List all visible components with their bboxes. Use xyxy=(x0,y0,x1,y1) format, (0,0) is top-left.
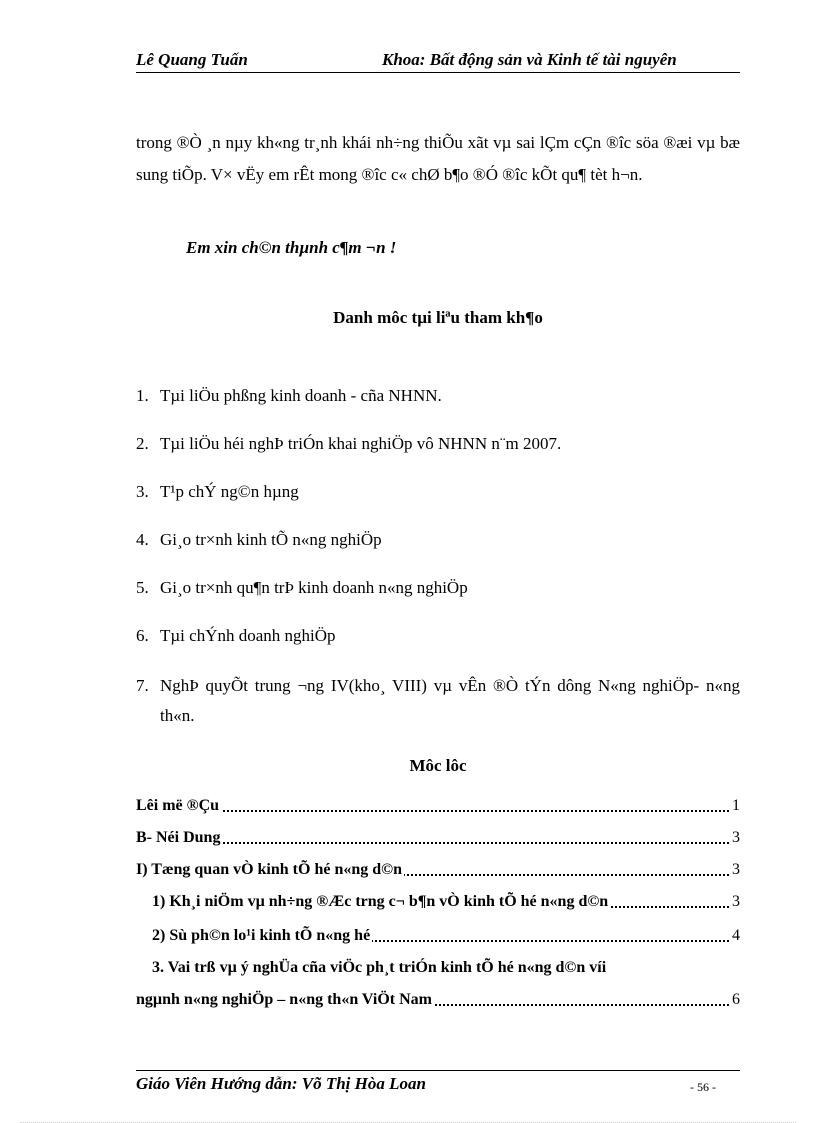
reference-text: NghÞ quyÕt trung ¬ng IV(kho¸ VIII) vµ vÊn ®Ò tÝn dông N«ng nghiÖp- n«ng th«n. xyxy=(160,676,740,725)
reference-item xyxy=(136,477,740,507)
reference-number: 6. xyxy=(136,626,149,645)
toc-entry-text: B- Néi Dung xyxy=(136,829,221,846)
reference-item xyxy=(136,429,740,459)
toc-entry xyxy=(152,890,740,914)
toc-entry xyxy=(136,858,740,882)
toc-entry xyxy=(152,924,740,948)
toc-entry xyxy=(136,988,740,1012)
thanks-line: Em xin ch©n thµnh c¶m ¬n ! xyxy=(186,238,397,257)
toc-entry-text: 3. Vai trß vµ ý nghÜa cña viÖc ph¸t triÓn kinh tÕ hé n«ng d©n víi xyxy=(152,959,607,976)
reference-text: T¹p chÝ ng©n hµng xyxy=(160,482,299,501)
reference-number: 4. xyxy=(136,530,149,549)
reference-item xyxy=(136,381,740,411)
toc-entry-page: 1 xyxy=(731,794,740,818)
reference-text: Tµi liÖu phßng kinh doanh - cña NHNN. xyxy=(160,386,442,405)
toc-entry-page: 4 xyxy=(731,924,740,948)
reference-number: 7. xyxy=(136,676,149,695)
toc-entry-text: ngµnh n«ng nghiÖp – n«ng th«n ViÖt Nam xyxy=(136,991,432,1008)
reference-text: Tµi liÖu héi nghÞ triÓn khai nghiÖp vô NHNN n¨m 2007. xyxy=(160,434,562,453)
references-title: Danh môc tµi liªu tham kh¶o xyxy=(333,308,543,327)
reference-item xyxy=(136,525,740,555)
reference-text: Tµi chÝnh doanh nghiÖp xyxy=(160,626,336,645)
reference-number: 2. xyxy=(136,434,149,453)
reference-item xyxy=(136,621,740,651)
toc-entry-page: 3 xyxy=(731,858,740,882)
footer-rule xyxy=(136,1070,740,1071)
footer-supervisor: Giáo Viên Hướng dẫn: Võ Thị Hòa Loan xyxy=(136,1074,426,1093)
toc-entry-text: 1) Kh¸i niÖm vµ nh÷ng ®Æc trng c¬ b¶n vÒ kinh tÕ hé n«ng d©n xyxy=(152,893,609,910)
reference-item xyxy=(136,671,740,731)
reference-number: 1. xyxy=(136,386,149,405)
toc-entry-text: Lêi më ®Çu xyxy=(136,797,220,814)
reference-number: 3. xyxy=(136,482,149,501)
reference-text: Gi¸o tr×nh kinh tÕ n«ng nghiÖp xyxy=(160,530,382,549)
header-department: Khoa: Bất động sản và Kinh tế tài nguyên xyxy=(382,50,677,69)
header-rule xyxy=(136,72,740,73)
toc-entry-text: I) Tæng quan vÒ kinh tÕ hé n«ng d©n xyxy=(136,861,402,878)
footer-page-number: - 56 - xyxy=(690,1080,716,1094)
reference-text: Gi¸o tr×nh qu¶n trÞ kinh doanh n«ng nghiÖp xyxy=(160,578,468,597)
reference-item xyxy=(136,573,740,603)
reference-number: 5. xyxy=(136,578,149,597)
toc-entry xyxy=(136,826,740,850)
toc-entry-page: 3 xyxy=(731,826,740,850)
toc-entry xyxy=(136,794,740,818)
toc-entry-page: 6 xyxy=(731,988,740,1012)
body-paragraph: trong ®Ò ¸n nµy kh«ng tr¸nh khái nh÷ng thiÕu xãt vµ sai lÇm cÇn ®îc söa ®æi vµ bæ sung tiÕp. V× vËy em rÊt mong ®îc c« chØ b¶o ®Ó ®îc kÕt qu¶ tèt h¬n. xyxy=(136,133,740,184)
header-author: Lê Quang Tuấn xyxy=(136,50,248,69)
toc-title: Môc lôc xyxy=(409,756,467,775)
toc-entry-page: 3 xyxy=(731,890,740,914)
toc-entry-text: 2) Sù ph©n lo¹i kinh tÕ n«ng hé xyxy=(152,927,371,944)
